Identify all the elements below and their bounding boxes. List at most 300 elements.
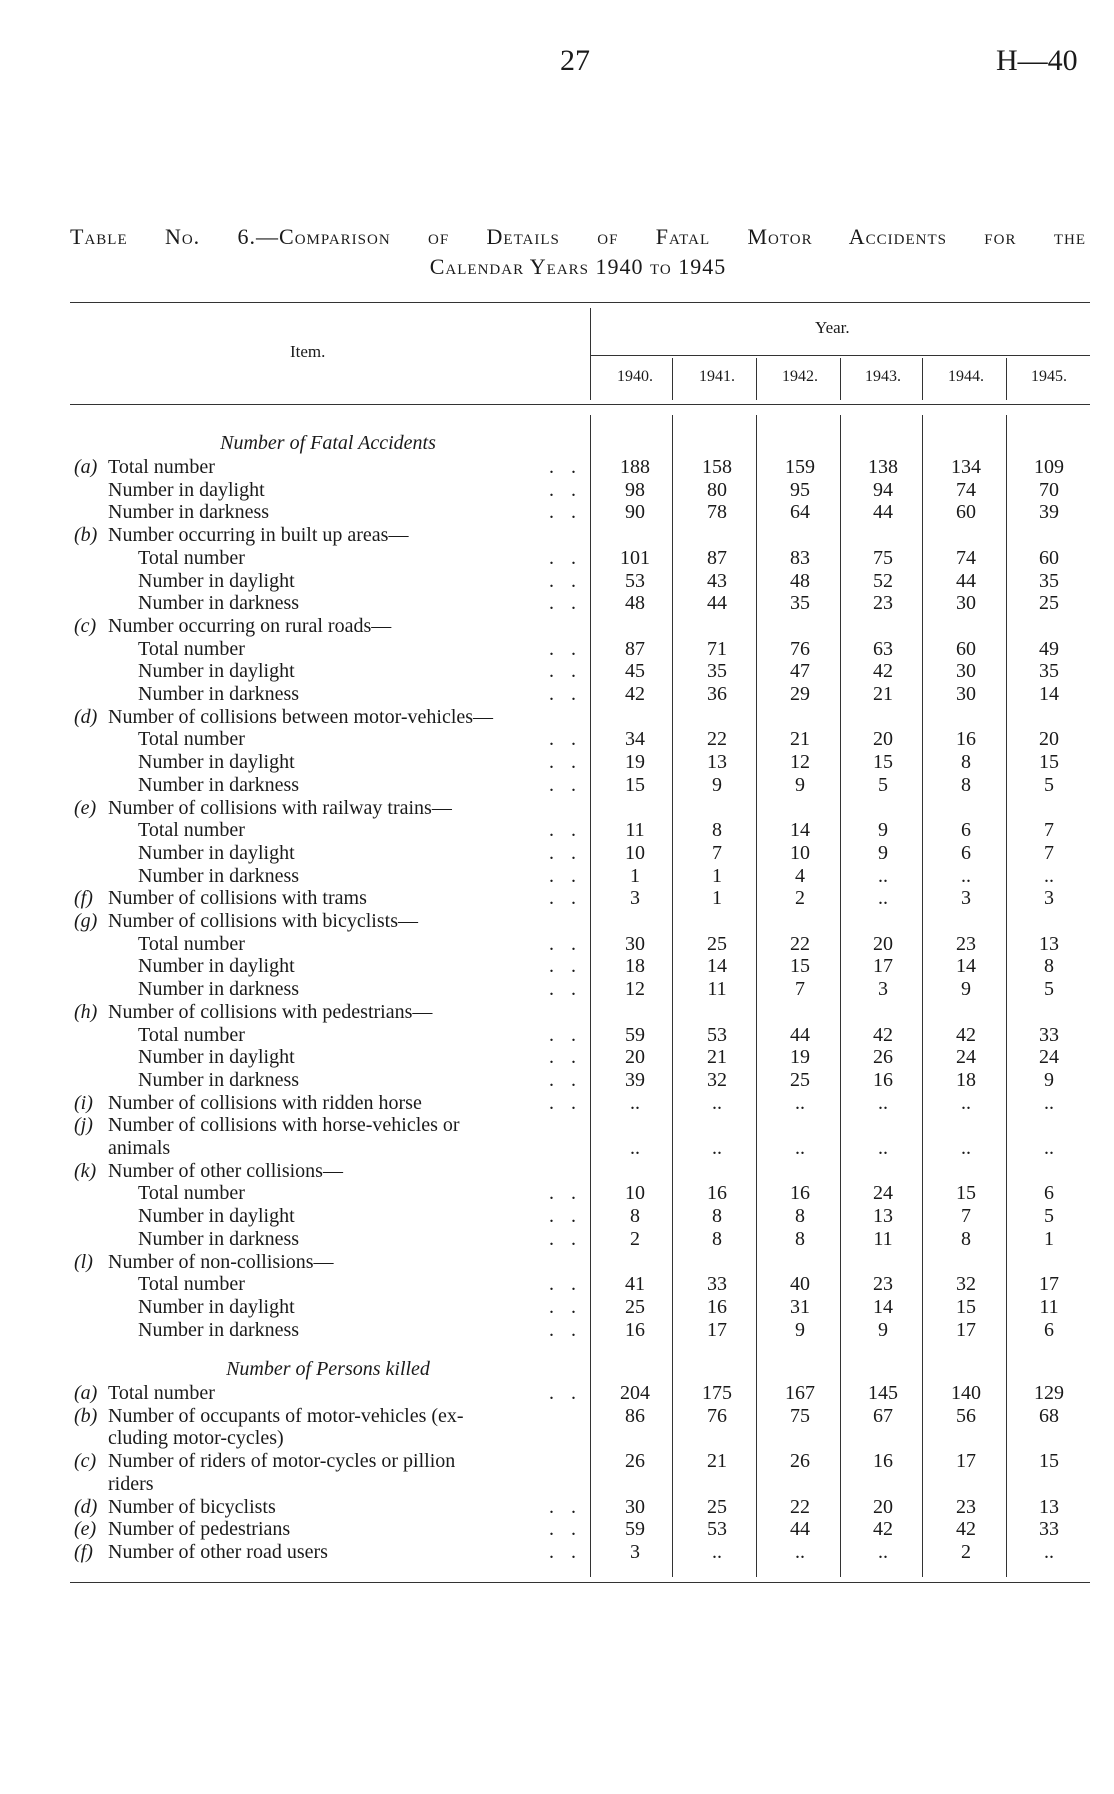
row-label — [74, 978, 582, 1000]
row-label — [74, 479, 582, 501]
value-cell: 129 — [1034, 1382, 1064, 1404]
table-row — [0, 1114, 1114, 1136]
row-text: Total number — [138, 1023, 245, 1046]
row-label — [74, 1182, 582, 1204]
row-text: Number of other collisions— — [108, 1159, 343, 1182]
row-label — [74, 1069, 582, 1091]
year-header: 1942. — [782, 368, 818, 385]
value-cell: 11 — [873, 1227, 893, 1250]
value-cell: 60 — [956, 637, 976, 660]
leader-dots: . . — [549, 569, 582, 592]
table-row — [0, 774, 1114, 796]
value-cell: 42 — [873, 660, 893, 683]
leader-dots: . . — [549, 751, 582, 774]
table-row — [0, 592, 1114, 614]
column-rule — [840, 358, 841, 400]
table-row — [0, 547, 1114, 569]
value-cell: 8 — [961, 751, 971, 774]
row-label — [74, 728, 582, 750]
value-cell: 20 — [873, 932, 893, 955]
row-label — [74, 797, 582, 819]
leader-dots: . . — [549, 1046, 582, 1069]
leader-dots: . . — [549, 592, 582, 615]
value-cell: 9 — [712, 773, 722, 796]
table-row — [0, 842, 1114, 864]
row-label — [74, 865, 582, 887]
value-cell: 3 — [878, 978, 888, 1001]
row-letter: (e) — [74, 1518, 97, 1541]
value-cell: 16 — [956, 728, 976, 751]
value-cell: 23 — [873, 1273, 893, 1296]
value-cell: 59 — [625, 1023, 645, 1046]
value-cell: .. — [795, 1091, 805, 1114]
value-cell: 5 — [878, 773, 888, 796]
row-text: Number in daylight — [138, 1046, 295, 1069]
value-cell: 22 — [707, 728, 727, 751]
leader-dots: . . — [549, 1518, 582, 1541]
table-row — [0, 751, 1114, 773]
row-text: Total number — [108, 456, 215, 478]
row-letter: (a) — [74, 456, 98, 478]
row-label — [74, 1382, 582, 1404]
leader-dots: . . — [549, 978, 582, 1001]
value-cell: 30 — [956, 592, 976, 615]
table-row — [0, 1001, 1114, 1023]
leader-dots: . . — [549, 1068, 582, 1091]
value-cell: 63 — [873, 637, 893, 660]
value-cell: 5 — [1044, 773, 1054, 796]
value-cell: 24 — [1039, 1046, 1059, 1069]
value-cell: 52 — [873, 569, 893, 592]
value-cell: 16 — [873, 1068, 893, 1091]
value-cell: 35 — [1039, 569, 1059, 592]
table-row — [0, 456, 1114, 478]
value-cell: 11 — [625, 819, 645, 842]
value-cell: .. — [878, 887, 888, 910]
table-row — [0, 1205, 1114, 1227]
value-cell: .. — [1044, 1091, 1054, 1114]
value-cell: 44 — [956, 569, 976, 592]
value-cell: 48 — [625, 592, 645, 615]
row-label — [74, 638, 582, 660]
value-cell: 24 — [873, 1182, 893, 1205]
value-cell: 48 — [790, 569, 810, 592]
value-cell: 94 — [873, 478, 893, 501]
value-cell: 15 — [873, 751, 893, 774]
row-letter: (b) — [74, 524, 98, 547]
value-cell: 11 — [707, 978, 727, 1001]
value-cell: 29 — [790, 683, 810, 705]
table-row — [0, 887, 1114, 909]
value-cell: 30 — [625, 1495, 645, 1518]
table-row — [0, 638, 1114, 660]
leader-dots: . . — [549, 819, 582, 842]
value-cell: 16 — [707, 1182, 727, 1205]
table-row — [0, 1228, 1114, 1250]
value-cell: 7 — [795, 978, 805, 1001]
value-cell: 1 — [630, 864, 640, 887]
row-label — [74, 910, 582, 932]
year-header: 1944. — [948, 368, 984, 385]
value-cell: 43 — [707, 569, 727, 592]
table-row — [0, 1069, 1114, 1091]
row-letter: (d) — [74, 705, 98, 728]
row-label — [74, 819, 582, 841]
row-text: Number in darkness — [138, 592, 300, 615]
value-cell: 47 — [790, 660, 810, 683]
value-cell: 204 — [620, 1382, 650, 1404]
value-cell: 21 — [707, 1046, 727, 1069]
value-cell: 140 — [951, 1382, 981, 1404]
row-text: Number of non-collisions— — [108, 1250, 334, 1273]
row-label — [74, 1205, 582, 1227]
table-row — [0, 910, 1114, 932]
row-label — [74, 456, 582, 478]
value-cell: .. — [630, 1091, 640, 1114]
value-cell: 45 — [625, 660, 645, 683]
value-cell: 8 — [795, 1205, 805, 1228]
row-text: Number of pedestrians — [108, 1518, 291, 1541]
row-label — [74, 1296, 582, 1318]
value-cell: .. — [961, 1137, 971, 1159]
value-cell: 15 — [625, 773, 645, 796]
row-label — [74, 1160, 582, 1182]
title-line-2: Calendar Years 1940 to 1945 — [429, 254, 727, 279]
row-text: Number in darkness — [108, 501, 270, 524]
row-text: Number of collisions with horse-vehicles or — [108, 1114, 460, 1137]
value-cell: 6 — [961, 819, 971, 842]
row-label — [74, 1473, 582, 1495]
row-label — [74, 1496, 582, 1518]
row-text: cluding motor-cycles) — [108, 1427, 284, 1450]
value-cell: 15 — [1039, 1450, 1059, 1473]
leader-dots: . . — [549, 841, 582, 864]
leader-dots: . . — [549, 456, 582, 478]
year-header: 1943. — [865, 368, 901, 385]
value-cell: 56 — [956, 1404, 976, 1427]
title-line-1: Table No. 6.—Comparison of Details of Fatal Motor Accidents for the — [70, 224, 1086, 249]
leader-dots: . . — [549, 1182, 582, 1205]
leader-dots: . . — [549, 1495, 582, 1518]
value-cell: .. — [1044, 1540, 1054, 1563]
value-cell: 80 — [707, 478, 727, 501]
value-cell: 60 — [956, 501, 976, 524]
value-cell: 53 — [707, 1518, 727, 1541]
row-letter: (c) — [74, 614, 97, 637]
row-text: Total number — [108, 1382, 215, 1404]
value-cell: 42 — [956, 1518, 976, 1541]
value-cell: 12 — [790, 751, 810, 774]
row-letter: (d) — [74, 1495, 98, 1518]
row-letter: (i) — [74, 1091, 93, 1114]
value-cell: .. — [712, 1091, 722, 1114]
value-cell: 175 — [702, 1382, 732, 1404]
column-rule — [922, 358, 923, 400]
row-text: Number in daylight — [138, 660, 295, 683]
value-cell: 6 — [1044, 1318, 1054, 1341]
table-row — [0, 501, 1114, 523]
column-rule — [756, 358, 757, 400]
value-cell: 8 — [712, 1205, 722, 1228]
value-cell: 9 — [1044, 1068, 1054, 1091]
row-label — [74, 1137, 582, 1159]
row-text: riders — [108, 1472, 154, 1495]
value-cell: 19 — [625, 751, 645, 774]
value-cell: .. — [878, 1091, 888, 1114]
page-reference: H—40 — [996, 44, 1078, 77]
value-cell: 158 — [702, 456, 732, 478]
value-cell: 25 — [790, 1068, 810, 1091]
year-header: 1940. — [617, 368, 653, 385]
table-row — [0, 1496, 1114, 1518]
table-row — [0, 524, 1114, 546]
value-cell: 20 — [873, 1495, 893, 1518]
value-cell: .. — [795, 1540, 805, 1563]
value-cell: 24 — [956, 1046, 976, 1069]
table-row — [0, 933, 1114, 955]
value-cell: 9 — [795, 773, 805, 796]
table-row — [0, 683, 1114, 705]
value-cell: 64 — [790, 501, 810, 524]
row-text: Number in darkness — [138, 773, 300, 796]
row-letter: (f) — [74, 1540, 93, 1563]
value-cell: 32 — [707, 1068, 727, 1091]
value-cell: 145 — [868, 1382, 898, 1404]
value-cell: 83 — [790, 546, 810, 569]
row-text: Number of collisions with pedestrians— — [108, 1000, 433, 1023]
value-cell: 6 — [1044, 1182, 1054, 1205]
value-cell: 1 — [712, 864, 722, 887]
table-row — [0, 1024, 1114, 1046]
value-cell: .. — [878, 864, 888, 887]
value-cell: 25 — [1039, 592, 1059, 615]
row-text: Total number — [138, 1182, 245, 1205]
row-letter: (a) — [74, 1382, 98, 1404]
row-label — [74, 774, 582, 796]
row-text: Number in daylight — [138, 955, 295, 978]
value-cell: 87 — [625, 637, 645, 660]
value-cell: 44 — [790, 1518, 810, 1541]
leader-dots: . . — [549, 887, 582, 910]
value-cell: 3 — [630, 1540, 640, 1563]
row-text: Number in daylight — [138, 841, 295, 864]
row-label — [74, 887, 582, 909]
value-cell: 7 — [1044, 819, 1054, 842]
value-cell: 16 — [625, 1318, 645, 1341]
row-text: Number in daylight — [108, 478, 265, 501]
row-label — [74, 1427, 582, 1449]
value-cell: 75 — [790, 1404, 810, 1427]
table-row — [0, 978, 1114, 1000]
value-cell: 22 — [790, 932, 810, 955]
row-label — [74, 751, 582, 773]
row-text: Number in daylight — [138, 1295, 295, 1318]
value-cell: 20 — [873, 728, 893, 751]
value-cell: .. — [1044, 864, 1054, 887]
column-rule — [1006, 358, 1007, 400]
table-row — [0, 479, 1114, 501]
column-rule — [590, 308, 591, 400]
value-cell: 17 — [956, 1318, 976, 1341]
row-text: Number in daylight — [138, 751, 295, 774]
value-cell: 12 — [625, 978, 645, 1001]
row-letter: (g) — [74, 910, 98, 932]
value-cell: 53 — [625, 569, 645, 592]
table-row — [0, 1273, 1114, 1295]
value-cell: 17 — [1039, 1273, 1059, 1296]
value-cell: 5 — [1044, 1205, 1054, 1228]
value-cell: .. — [878, 1540, 888, 1563]
page-number: 27 — [560, 44, 590, 77]
row-label — [74, 1001, 582, 1023]
year-group-header: Year. — [815, 318, 850, 337]
table-row — [0, 615, 1114, 637]
value-cell: 23 — [956, 932, 976, 955]
row-label — [74, 1092, 582, 1114]
value-cell: 19 — [790, 1046, 810, 1069]
row-text: Number of occupants of motor-vehicles (ex- — [108, 1404, 464, 1427]
table-row — [0, 1182, 1114, 1204]
row-letter: (b) — [74, 1404, 98, 1427]
table-row — [0, 1296, 1114, 1318]
value-cell: 3 — [961, 887, 971, 910]
value-cell: 8 — [712, 819, 722, 842]
table-row — [0, 1405, 1114, 1427]
table-row — [0, 797, 1114, 819]
value-cell: 86 — [625, 1404, 645, 1427]
value-cell: 17 — [707, 1318, 727, 1341]
value-cell: 42 — [873, 1023, 893, 1046]
row-label — [74, 1405, 582, 1427]
value-cell: 159 — [785, 456, 815, 478]
value-cell: 3 — [1044, 887, 1054, 910]
table-row — [0, 865, 1114, 887]
row-letter: (e) — [74, 796, 97, 819]
value-cell: 87 — [707, 546, 727, 569]
value-cell: 44 — [790, 1023, 810, 1046]
value-cell: 109 — [1034, 456, 1064, 478]
value-cell: 33 — [1039, 1023, 1059, 1046]
value-cell: .. — [961, 864, 971, 887]
leader-dots: . . — [549, 955, 582, 978]
value-cell: 7 — [712, 841, 722, 864]
row-text: Total number — [138, 819, 245, 842]
leader-dots: . . — [549, 1382, 582, 1404]
table-row — [0, 1046, 1114, 1068]
value-cell: 60 — [1039, 546, 1059, 569]
row-label — [74, 706, 582, 728]
row-label — [74, 1024, 582, 1046]
row-text: animals — [108, 1137, 171, 1159]
value-cell: 7 — [961, 1205, 971, 1228]
row-text: Number occurring on rural roads— — [108, 614, 392, 637]
section-fatal-accidents-title: Number of Fatal Accidents — [220, 432, 436, 454]
row-label — [74, 1319, 582, 1341]
value-cell: 13 — [1039, 1495, 1059, 1518]
leader-dots: . . — [549, 773, 582, 796]
row-text: Number of collisions with bicyclists— — [108, 910, 418, 932]
value-cell: 40 — [790, 1273, 810, 1296]
value-cell: 31 — [790, 1295, 810, 1318]
value-cell: 26 — [873, 1046, 893, 1069]
value-cell: 20 — [625, 1046, 645, 1069]
value-cell: 90 — [625, 501, 645, 524]
row-label — [74, 501, 582, 523]
value-cell: 5 — [1044, 978, 1054, 1001]
value-cell: 16 — [707, 1295, 727, 1318]
value-cell: 8 — [1044, 955, 1054, 978]
value-cell: 30 — [956, 683, 976, 705]
table-row — [0, 1137, 1114, 1159]
value-cell: 15 — [956, 1182, 976, 1205]
value-cell: 3 — [630, 887, 640, 910]
row-text: Number in darkness — [138, 978, 300, 1001]
leader-dots: . . — [549, 864, 582, 887]
value-cell: 33 — [707, 1273, 727, 1296]
value-cell: .. — [712, 1137, 722, 1159]
value-cell: .. — [795, 1137, 805, 1159]
value-cell: 49 — [1039, 637, 1059, 660]
value-cell: 33 — [1039, 1518, 1059, 1541]
leader-dots: . . — [549, 660, 582, 683]
row-label — [74, 1228, 582, 1250]
row-text: Number of collisions with trams — [108, 887, 367, 910]
leader-dots: . . — [549, 1295, 582, 1318]
leader-dots: . . — [549, 546, 582, 569]
value-cell: 44 — [707, 592, 727, 615]
leader-dots: . . — [549, 1318, 582, 1341]
value-cell: 74 — [956, 546, 976, 569]
row-label — [74, 570, 582, 592]
value-cell: 75 — [873, 546, 893, 569]
value-cell: 20 — [1039, 728, 1059, 751]
value-cell: .. — [961, 1091, 971, 1114]
value-cell: 44 — [873, 501, 893, 524]
value-cell: 39 — [625, 1068, 645, 1091]
value-cell: 95 — [790, 478, 810, 501]
row-label — [74, 842, 582, 864]
value-cell: 1 — [712, 887, 722, 910]
row-text: Number in darkness — [138, 1227, 300, 1250]
row-letter: (l) — [74, 1250, 93, 1273]
row-label — [74, 660, 582, 682]
value-cell: .. — [712, 1540, 722, 1563]
row-letter: (c) — [74, 1450, 97, 1473]
item-column-header: Item. — [290, 342, 326, 361]
leader-dots: . . — [549, 1273, 582, 1296]
row-text: Number of bicyclists — [108, 1495, 276, 1518]
row-text: Number of other road users — [108, 1540, 328, 1563]
value-cell: 21 — [707, 1450, 727, 1473]
value-cell: 70 — [1039, 478, 1059, 501]
value-cell: 42 — [873, 1518, 893, 1541]
value-cell: 16 — [873, 1450, 893, 1473]
row-label — [74, 1518, 582, 1540]
value-cell: 14 — [873, 1295, 893, 1318]
value-cell: 25 — [707, 1495, 727, 1518]
value-cell: 23 — [873, 592, 893, 615]
leader-dots: . . — [549, 1091, 582, 1114]
section-persons-killed-title: Number of Persons killed — [226, 1358, 430, 1380]
value-cell: 2 — [630, 1227, 640, 1250]
leader-dots: . . — [549, 478, 582, 501]
row-letter: (h) — [74, 1000, 98, 1023]
value-cell: 78 — [707, 501, 727, 524]
table-row — [0, 1541, 1114, 1563]
table-row — [0, 1092, 1114, 1114]
row-label — [74, 1251, 582, 1273]
value-cell: .. — [630, 1137, 640, 1159]
